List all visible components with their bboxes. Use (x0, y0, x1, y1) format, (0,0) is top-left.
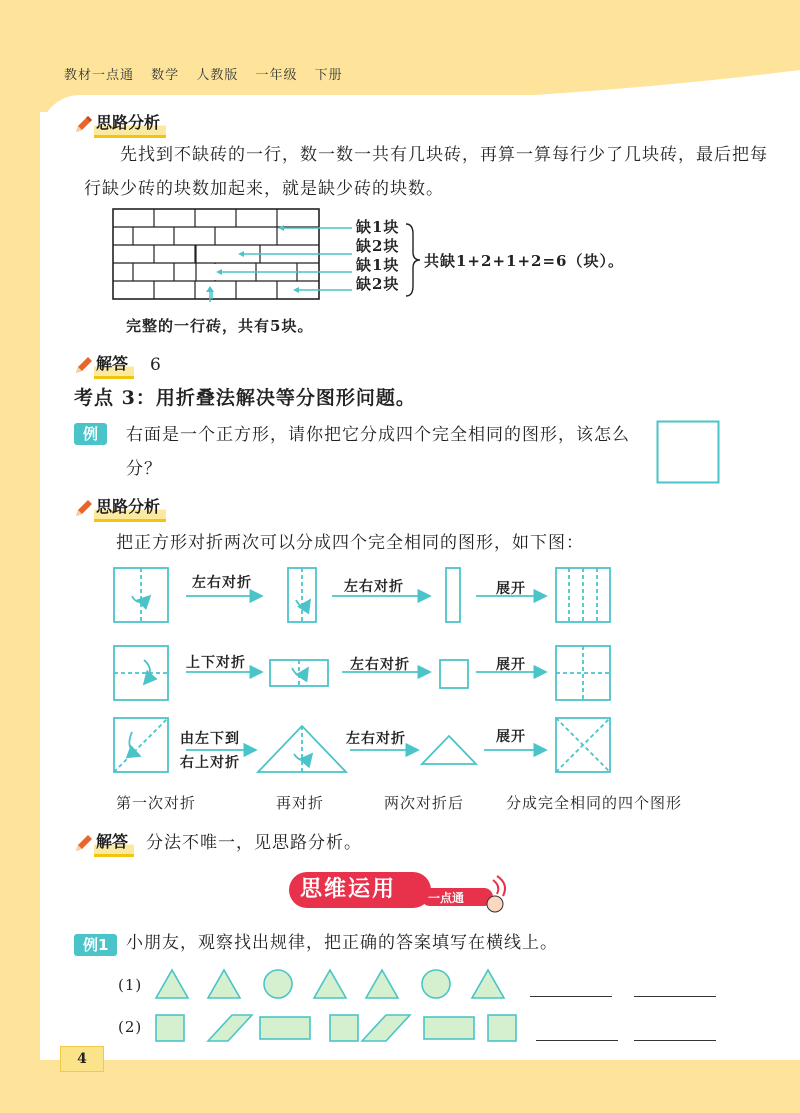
answer-text-2: 分法不唯一，见思路分析。 (146, 833, 363, 853)
question-1-label: (1) (118, 976, 143, 994)
fold-label-r1-2: 左右对折 (344, 579, 404, 595)
question-2-label: (2) (118, 1018, 143, 1036)
analysis-paragraph-1: 先找到不缺砖的一行，数一数一共有几块砖，再算一算每行少了几块砖，最后把每行缺少砖的块数加起来，就是缺少砖的块数。 (84, 145, 768, 199)
fold-label-r1-3: 展开 (496, 581, 526, 597)
page-left-margin (0, 0, 40, 1113)
answer-line-1b[interactable] (634, 996, 716, 997)
missing-row-2: 缺2块 (356, 237, 400, 255)
analysis-paragraph-2: 把正方形对折两次可以分成四个完全相同的图形，如下图： (116, 533, 584, 553)
fold-label-r3-1b: 右上对折 (180, 755, 240, 771)
caption-after-folds: 两次对折后 (384, 794, 465, 812)
fold-label-r3-1a: 由左下到 (180, 731, 240, 747)
example-text-content: 右面是一个正方形，请你把它分成四个完全相同的图形，该怎么分？ (126, 425, 630, 479)
example1-badge: 例1 (74, 934, 117, 956)
brick-wall-diagram (112, 208, 322, 302)
caption-second-fold: 再对折 (276, 794, 325, 812)
answer-value: 6 (150, 355, 162, 375)
fold-label-r1-1: 左右对折 (192, 575, 252, 591)
banner-title: 思维运用 (300, 877, 397, 902)
bottom-row-arrow (204, 286, 216, 302)
analysis-heading-1 (72, 110, 166, 138)
fold-label-r3-3: 展开 (496, 729, 526, 745)
analysis-heading-2 (72, 494, 166, 522)
fold-label-r2-3: 展开 (496, 657, 526, 673)
header-edition: 人教版 (196, 68, 239, 83)
arrow-leads (322, 215, 352, 305)
answer-heading-1 (72, 348, 162, 382)
shape-sequence-2 (152, 1012, 522, 1044)
shape-sequence-1 (152, 966, 522, 1002)
square-figure (656, 420, 720, 484)
answer-label: 解答 (94, 351, 134, 379)
total-missing: 共缺1+2+1+2=6（块）。 (424, 252, 624, 270)
example-badge: 例 (74, 423, 107, 445)
pencil-icon (72, 497, 94, 519)
fold-label-r3-2: 左右对折 (346, 731, 406, 747)
example1-text: 小朋友，观察找出规律，把正确的答案填写在横线上。 (126, 933, 558, 953)
answer-label-2: 解答 (94, 829, 134, 857)
example-text (126, 418, 646, 486)
brace (404, 222, 422, 298)
missing-row-3: 缺1块 (356, 256, 400, 274)
answer-line-2b[interactable] (634, 1040, 716, 1041)
fold-label-r2-1: 上下对折 (186, 655, 246, 671)
example-badge-wrap (74, 423, 107, 444)
missing-row-1: 缺1块 (356, 218, 400, 236)
banner-tag: 一点通 (428, 891, 465, 905)
answer-line-2a[interactable] (536, 1040, 618, 1041)
caption-result: 分成完全相同的四个图形 (506, 794, 683, 812)
missing-row-4: 缺2块 (356, 275, 400, 293)
fold-label-r2-2: 左右对折 (350, 657, 410, 673)
answer-line-1a[interactable] (530, 996, 612, 997)
page-bottom-margin (0, 1060, 800, 1113)
answer-heading-2 (72, 826, 362, 860)
header-volume: 下册 (314, 68, 343, 83)
running-header (64, 64, 355, 83)
header-grade: 一年级 (255, 68, 298, 83)
pencil-icon (72, 832, 94, 854)
header-subject: 数学 (151, 68, 180, 83)
brick-caption: 完整的一行砖，共有5块。 (126, 317, 314, 335)
example1-badge-wrap (74, 934, 117, 955)
missing-list (356, 218, 399, 294)
pencil-icon (72, 113, 94, 135)
header-book: 教材一点通 (64, 68, 135, 83)
key-point-title: 考点 3：用折叠法解决等分图形问题。 (74, 387, 416, 409)
page-number: 4 (60, 1046, 104, 1072)
caption-first-fold: 第一次对折 (116, 794, 197, 812)
analysis-label: 思路分析 (94, 110, 166, 138)
analysis-label-2: 思路分析 (94, 494, 166, 522)
pencil-icon (72, 354, 94, 376)
